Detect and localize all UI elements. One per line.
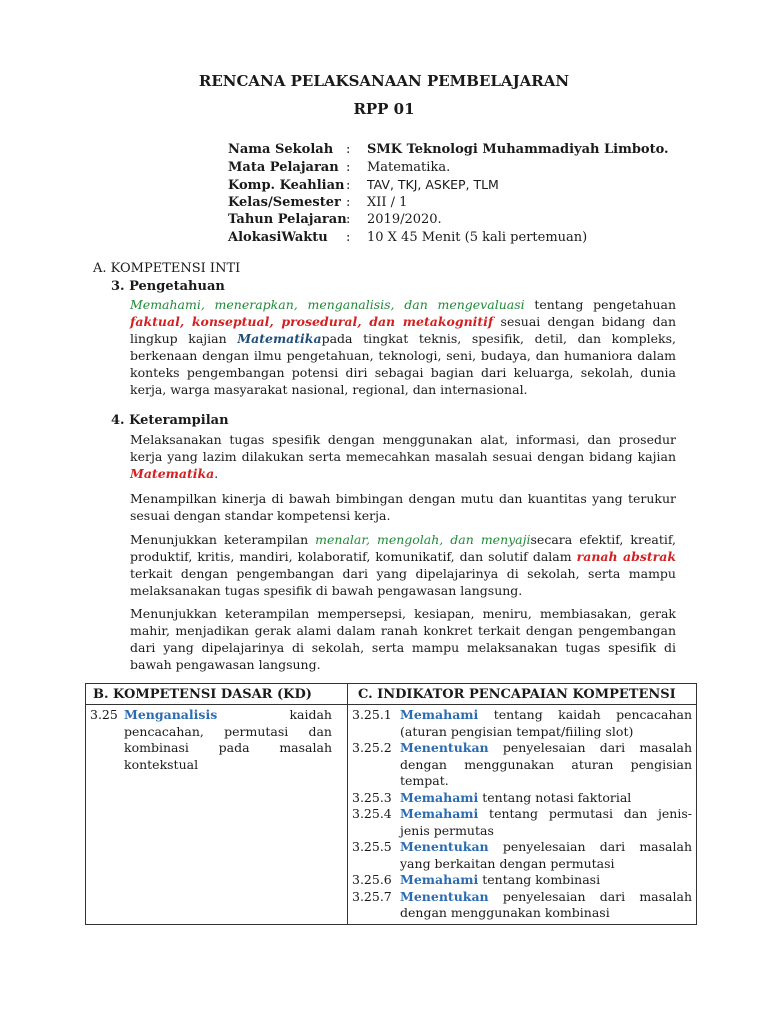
info-label: Kelas/Semester bbox=[228, 194, 341, 210]
text-run: . bbox=[214, 466, 219, 481]
section-a-heading: A. KOMPETENSI INTI bbox=[93, 261, 241, 276]
keterampilan-heading: 4. Keterampilan bbox=[111, 413, 229, 428]
indicator-item bbox=[352, 889, 692, 922]
indicator-cell bbox=[348, 705, 697, 925]
indicator-number: 3.25.4 bbox=[352, 806, 392, 821]
indicator-keyword: Menentukan bbox=[400, 839, 489, 854]
indicator-keyword: Memahami bbox=[400, 806, 479, 821]
keterampilan-paragraph-2: Menampilkan kinerja di bawah bimbingan dengan mutu dan kuantitas yang terukur sesuai dengan standar kompetensi kerja. bbox=[130, 491, 676, 523]
info-colon: : bbox=[346, 142, 351, 157]
indicator-item bbox=[352, 806, 692, 839]
indicator-column-header: C. INDIKATOR PENCAPAIAN KOMPETENSI bbox=[348, 684, 697, 705]
table-row bbox=[86, 705, 697, 925]
indicator-text bbox=[400, 889, 692, 922]
indicator-number: 3.25.5 bbox=[352, 839, 392, 854]
indicator-text bbox=[400, 740, 692, 790]
highlight-red: Matematika bbox=[130, 466, 215, 481]
indicator-item bbox=[352, 839, 692, 872]
indicator-number: 3.25.2 bbox=[352, 740, 392, 755]
info-label: Mata Pelajaran bbox=[228, 159, 339, 175]
indicator-item bbox=[352, 740, 692, 790]
info-value: XII / 1 bbox=[367, 194, 408, 210]
kd-column-header: B. KOMPETENSI DASAR (KD) bbox=[86, 684, 348, 705]
indicator-keyword: Memahami bbox=[400, 789, 479, 805]
indicator-text bbox=[400, 790, 692, 807]
kd-text bbox=[124, 707, 332, 773]
highlight-green: Memahami, menerapkan, menganalisis, dan mengevaluasi bbox=[130, 297, 525, 312]
indicator-text bbox=[400, 872, 692, 889]
document-subtitle: RPP 01 bbox=[353, 100, 415, 118]
text-run: pada tingkat teknis, spesifik, detil, dan kompleks, berkenaan dengan ilmu pengetahuan, teknologi, seni, budaya, dan humaniora dalam konteks pengembangan potensi diri sebagai bagian dari keluarga, sekolah, dunia kerja, warga masyarakat nasional, regional, dan internasional. bbox=[130, 331, 676, 397]
indicator-number: 3.25.7 bbox=[352, 888, 392, 904]
kd-cell bbox=[86, 705, 348, 925]
indicator-text bbox=[400, 806, 692, 839]
highlight-red: faktual, konseptual, prosedural, dan metakognitif bbox=[130, 314, 494, 329]
indicator-keyword: Menentukan bbox=[400, 888, 489, 904]
info-label: Tahun Pelajaran bbox=[228, 212, 347, 227]
info-row-time bbox=[228, 229, 669, 247]
indicator-number: 3.25.3 bbox=[352, 789, 392, 805]
keterampilan-paragraph-3 bbox=[130, 531, 676, 599]
info-value: TAV, TKJ, ASKEP, TLM bbox=[367, 177, 499, 192]
info-label: Nama Sekolah bbox=[228, 142, 334, 157]
kd-keyword: Menganalisis bbox=[124, 707, 218, 722]
text-run: Menunjukkan keterampilan bbox=[130, 532, 316, 547]
text-run: Melaksanakan tugas spesifik dengan menggunakan alat, informasi, dan prosedur kerja yang lazim dilakukan serta memecahkan masalah sesuai dengan bidang kajian bbox=[130, 432, 676, 464]
highlight-blue: Matematika bbox=[237, 331, 322, 346]
pengetahuan-heading: 3. Pengetahuan bbox=[111, 279, 225, 294]
info-row-school bbox=[228, 141, 669, 159]
indicator-text bbox=[400, 839, 692, 872]
text-run: tentang permutasi dan jenis-jenis permutas bbox=[400, 806, 692, 838]
indicator-text bbox=[400, 707, 692, 740]
text-run: sesuai dengan bidang dan lingkup kajian bbox=[130, 314, 676, 346]
kd-number: 3.25 bbox=[90, 707, 118, 722]
text-run: penyelesaian dari masalah yang berkaitan dengan permutasi bbox=[400, 839, 692, 871]
text-run: tentang kombinasi bbox=[478, 872, 601, 887]
info-row-expertise bbox=[228, 176, 669, 194]
indicator-number: 3.25.6 bbox=[352, 872, 392, 887]
info-value: Matematika. bbox=[367, 159, 451, 175]
text-run: tentang notasi faktorial bbox=[478, 789, 632, 805]
document-title: RENCANA PELAKSANAAN PEMBELAJARAN bbox=[198, 72, 570, 90]
info-row-subject bbox=[228, 159, 669, 177]
info-label: AlokasiWaktu bbox=[228, 229, 328, 245]
indicator-number: 3.25.1 bbox=[352, 707, 392, 722]
text-run: terkait dengan pengembangan dari yang dipelajarinya di sekolah, serta mampu melaksanakan tugas spesifik di bawah pengawasan langsung. bbox=[130, 566, 676, 598]
table-header-row bbox=[86, 684, 697, 705]
indicator-item bbox=[352, 707, 692, 740]
info-colon: : bbox=[346, 178, 351, 193]
info-row-class bbox=[228, 194, 669, 212]
highlight-green: menalar, mengolah, dan menyaji bbox=[315, 532, 531, 547]
text-run: secara efektif, kreatif, produktif, kritis, mandiri, kolaboratif, komunikatif, dan solutif dalam bbox=[130, 532, 677, 564]
info-colon: : bbox=[346, 194, 351, 210]
highlight-red: ranah abstrak bbox=[576, 549, 677, 564]
indicator-keyword: Memahami bbox=[400, 707, 479, 722]
info-row-year bbox=[228, 211, 669, 229]
text-run: kaidah pencacahan, permutasi dan kombinasi pada masalah kontekstual bbox=[124, 707, 332, 772]
identity-block bbox=[228, 141, 669, 246]
info-value: 2019/2020. bbox=[367, 212, 442, 227]
info-colon: : bbox=[346, 159, 351, 175]
text-run: tentang pengetahuan bbox=[524, 297, 676, 312]
indicator-item bbox=[352, 872, 692, 889]
indicator-keyword: Memahami bbox=[400, 872, 479, 887]
info-colon: : bbox=[346, 212, 351, 227]
info-colon: : bbox=[346, 229, 351, 245]
keterampilan-paragraph-1 bbox=[130, 431, 676, 482]
pengetahuan-paragraph bbox=[130, 296, 676, 398]
info-label: Komp. Keahlian bbox=[228, 178, 345, 193]
info-value: SMK Teknologi Muhammadiyah Limboto. bbox=[367, 142, 669, 157]
indicator-keyword: Menentukan bbox=[400, 740, 489, 755]
text-run: penyelesaian dari masalah dengan menggunakan kombinasi bbox=[400, 888, 692, 920]
text-run: tentang kaidah pencacahan (aturan pengisian tempat/fiiling slot) bbox=[400, 707, 692, 739]
keterampilan-paragraph-4: Menunjukkan keterampilan mempersepsi, kesiapan, meniru, membiasakan, gerak mahir, menjadikan gerak alami dalam ranah konkret terkait dengan pengembangan dari yang dipelajarinya di sekolah, serta mampu melaksanakan tugas spesifik di bawah pengawasan langsung. bbox=[130, 606, 676, 672]
competency-table bbox=[85, 683, 697, 925]
indicator-item bbox=[352, 790, 692, 807]
text-run: penyelesaian dari masalah dengan menggunakan aturan pengisian tempat. bbox=[400, 740, 692, 788]
info-value: 10 X 45 Menit (5 kali pertemuan) bbox=[367, 229, 588, 245]
